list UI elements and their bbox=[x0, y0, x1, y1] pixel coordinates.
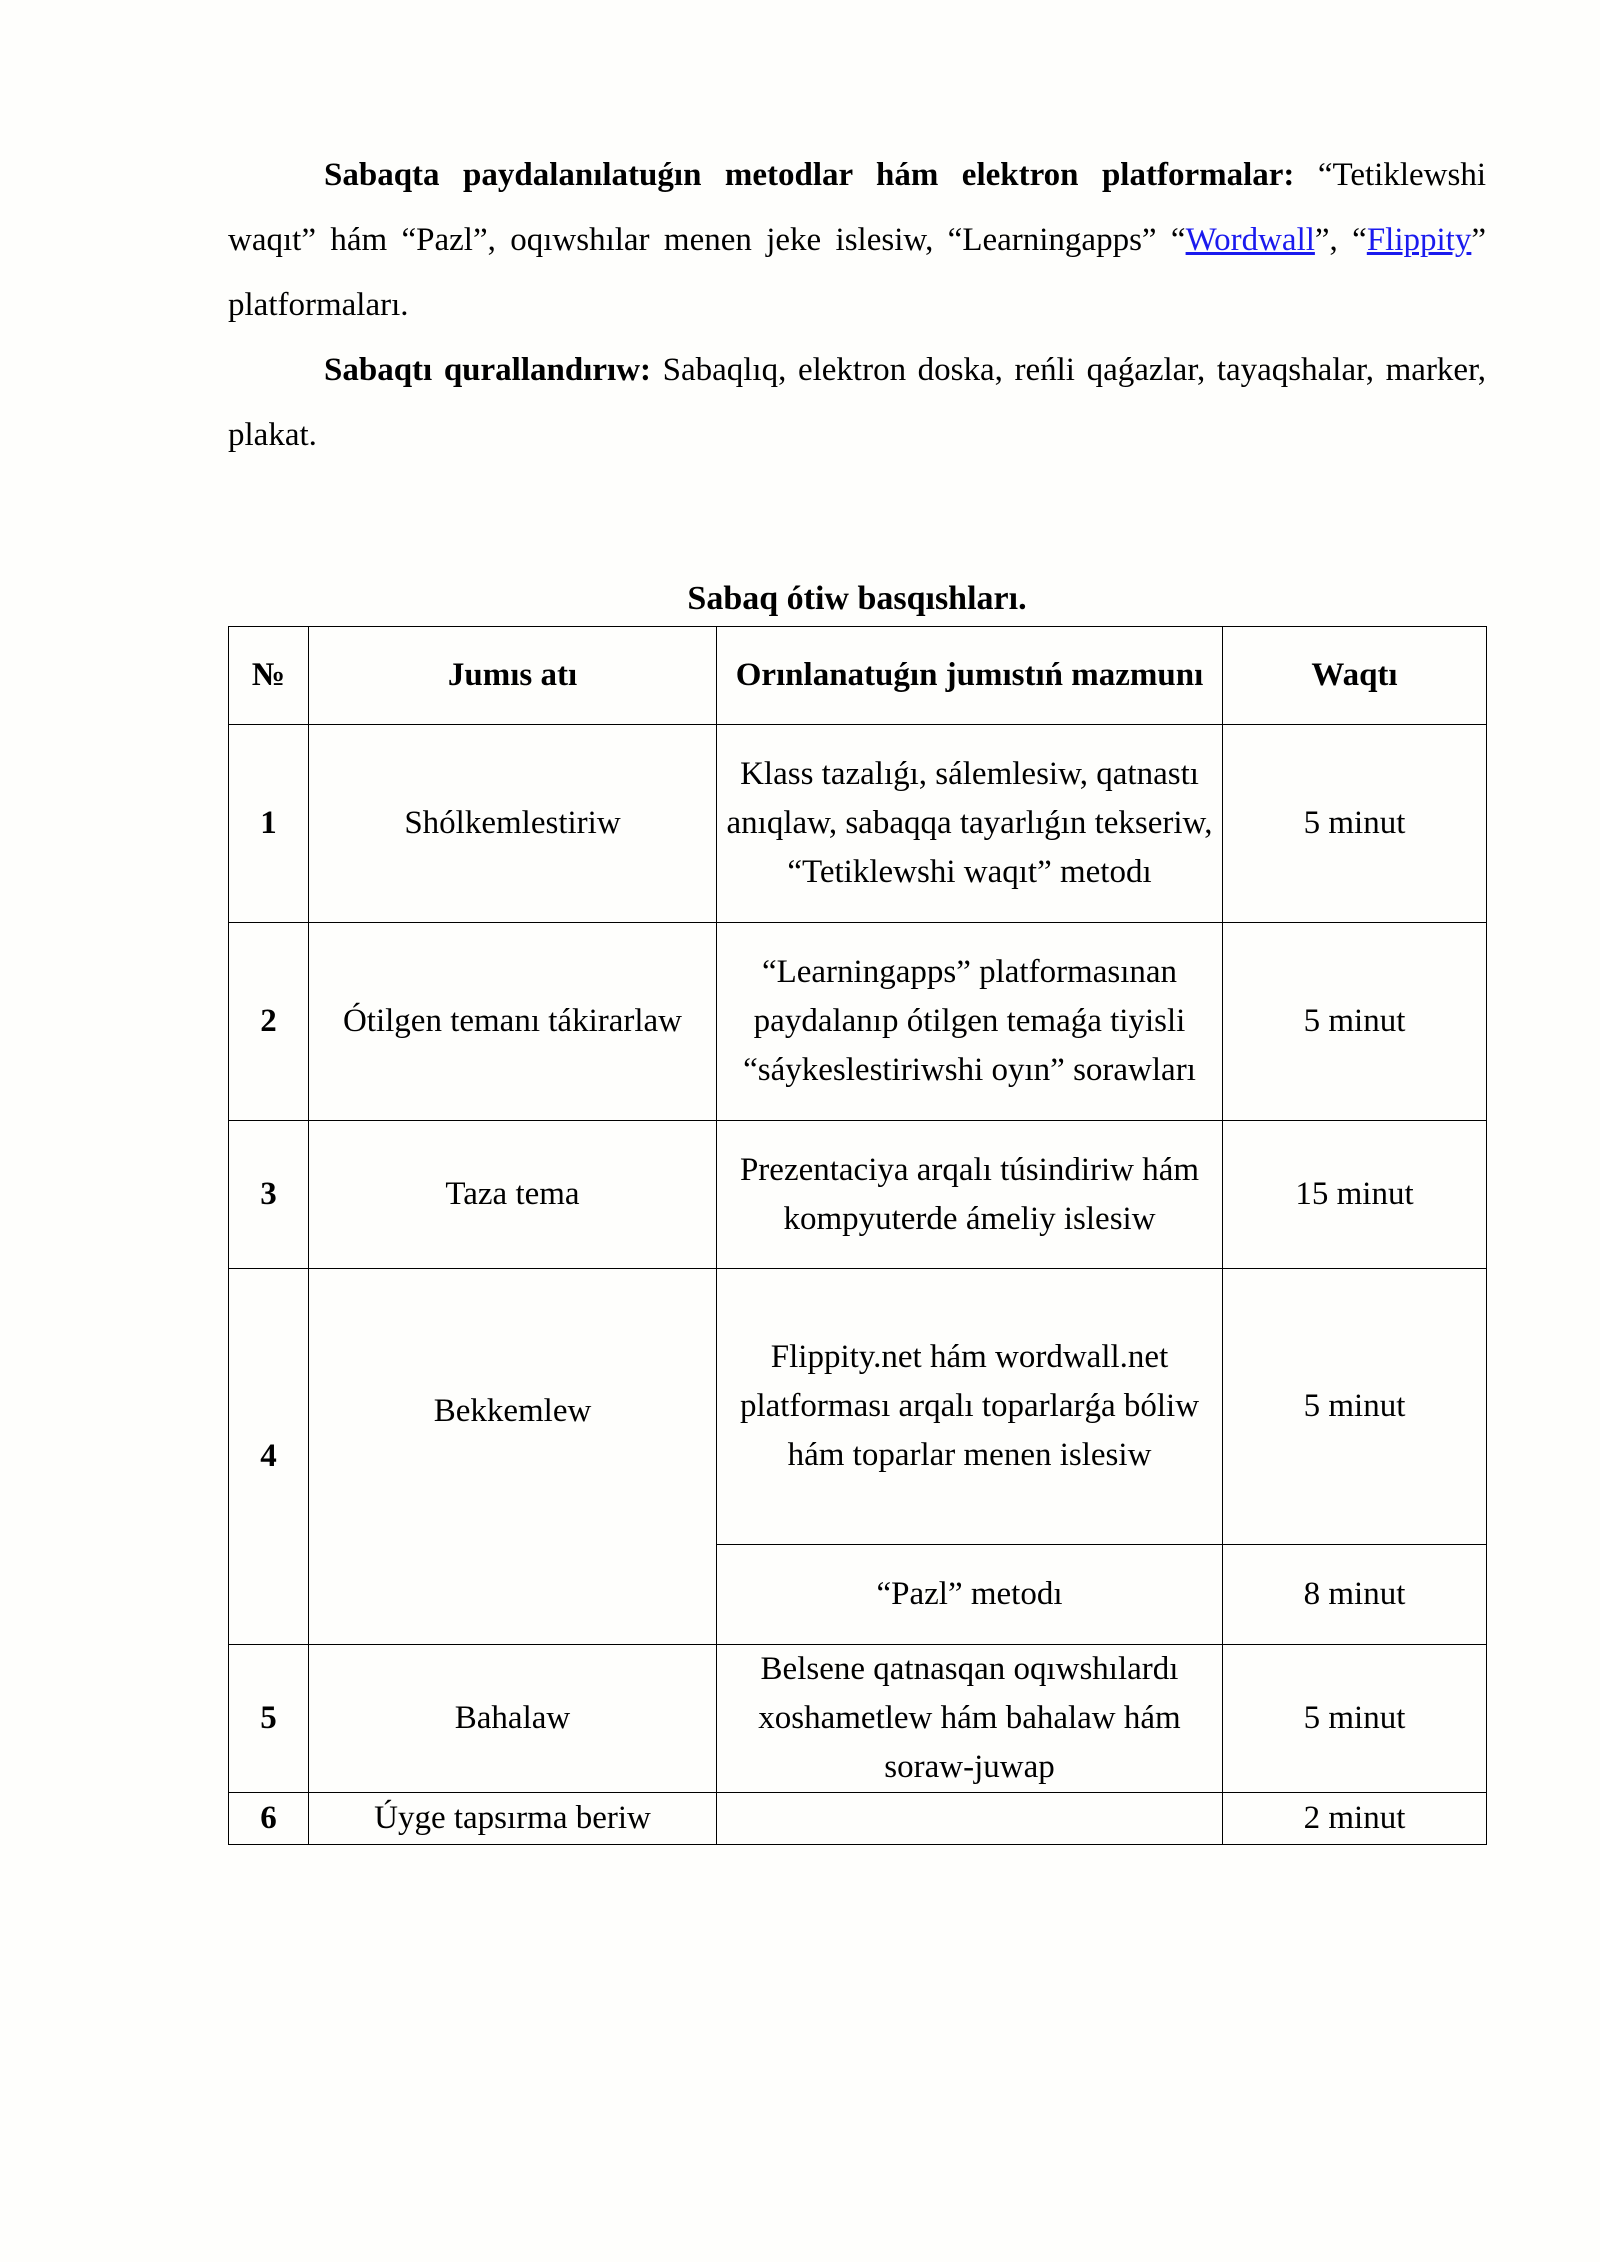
row-number: 6 bbox=[229, 1793, 309, 1845]
row-task-name: Ótilgen temanı tákirarlaw bbox=[309, 923, 717, 1121]
methods-label: Sabaqta paydalanılatuǵın metodlar hám elektron platformalar: bbox=[324, 157, 1295, 193]
table-header-row bbox=[229, 627, 1487, 725]
equipment-paragraph bbox=[228, 338, 1486, 468]
row-time: 2 minut bbox=[1223, 1793, 1487, 1845]
row-task-content: Belsene qatnasqan oqıwshılardı xoshametlew hám bahalaw hám soraw-juwap bbox=[717, 1645, 1223, 1793]
wordwall-link[interactable]: Wordwall bbox=[1185, 222, 1315, 258]
row-task-content: Flippity.net hám wordwall.net platforması arqalı toparlarǵa bóliw hám toparlar menen islesiw bbox=[717, 1269, 1223, 1545]
row-time: 5 minut bbox=[1223, 1269, 1487, 1545]
equipment-label: Sabaqtı qurallandırıw: bbox=[324, 352, 652, 388]
row-task-name: Bahalaw bbox=[309, 1645, 717, 1793]
row-task-content: Prezentaciya arqalı túsindiriw hám kompyuterde ámeliy islesiw bbox=[717, 1121, 1223, 1269]
flippity-link[interactable]: Flippity bbox=[1366, 222, 1472, 258]
header-task-name: Jumıs atı bbox=[309, 627, 717, 725]
lesson-stages-table bbox=[228, 626, 1487, 1845]
equipment-text: Sabaqlıq, elektron doska, reńli qaǵazlar, tayaqshalar, marker, plakat. bbox=[228, 352, 1486, 453]
methods-text-end: ” platformaları. bbox=[228, 222, 1486, 323]
table-row bbox=[229, 1269, 1487, 1545]
row-number: 5 bbox=[229, 1645, 309, 1793]
row-number: 3 bbox=[229, 1121, 309, 1269]
table-row bbox=[229, 1645, 1487, 1793]
table-row bbox=[229, 1793, 1487, 1845]
row-time: 5 minut bbox=[1223, 923, 1487, 1121]
header-task-content: Orınlanatuǵın jumıstıń mazmunı bbox=[717, 627, 1223, 725]
methods-text: “Tetiklewshi waqıt” hám “Pazl”, oqıwshılar menen jeke islesiw, “Learningapps” “ bbox=[228, 157, 1486, 258]
header-number: № bbox=[229, 627, 309, 725]
row-number: 1 bbox=[229, 725, 309, 923]
row-task-content: Klass tazalıǵı, sálemlesiw, qatnastı anıqlaw, sabaqqa tayarlıǵın tekseriw, “Tetiklewshi waqıt” metodı bbox=[717, 725, 1223, 923]
methods-paragraph bbox=[228, 143, 1486, 338]
table-row bbox=[229, 923, 1487, 1121]
row-task-content-secondary: “Pazl” metodı bbox=[717, 1545, 1223, 1645]
row-task-name: Úyge tapsırma beriw bbox=[309, 1793, 717, 1845]
row-task-name: Bekkemlew bbox=[309, 1269, 717, 1645]
table-caption: Sabaq ótiw basqıshları. bbox=[687, 580, 1027, 617]
header-time: Waqtı bbox=[1223, 627, 1487, 725]
row-task-name: Shólkemlestiriw bbox=[309, 725, 717, 923]
row-number: 4 bbox=[229, 1269, 309, 1645]
row-time-secondary: 8 minut bbox=[1223, 1545, 1487, 1645]
table-row bbox=[229, 725, 1487, 923]
row-time: 15 minut bbox=[1223, 1121, 1487, 1269]
row-time: 5 minut bbox=[1223, 1645, 1487, 1793]
row-task-content bbox=[717, 1793, 1223, 1845]
row-time: 5 minut bbox=[1223, 725, 1487, 923]
table-row bbox=[229, 1121, 1487, 1269]
row-task-name: Taza tema bbox=[309, 1121, 717, 1269]
methods-text-separator: ”, “ bbox=[1314, 222, 1367, 258]
row-task-content: “Learningapps” platformasınan paydalanıp ótilgen temaǵa tiyisli “sáykeslestiriwshi oyın” sorawları bbox=[717, 923, 1223, 1121]
row-number: 2 bbox=[229, 923, 309, 1121]
